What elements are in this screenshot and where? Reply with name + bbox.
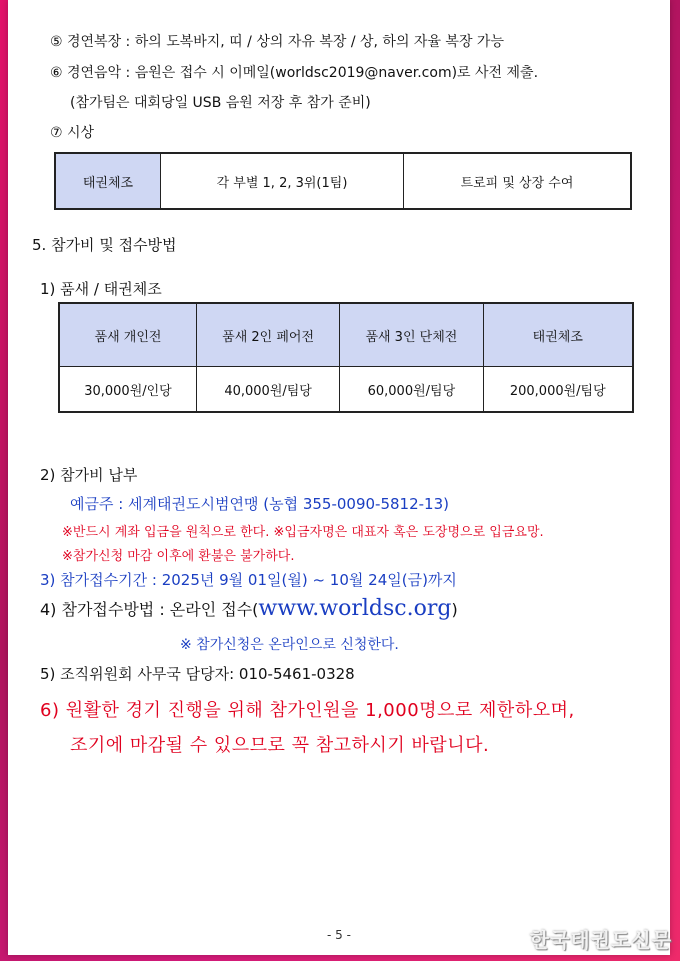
refund-note: ※참가신청 마감 이후에 환불은 불가하다. xyxy=(62,549,295,564)
deposit-note: ※반드시 계좌 입금을 원칙으로 한다. ※입금자명은 대표자 혹은 도장명으로 입금요망. xyxy=(62,525,544,540)
website-link[interactable]: www.worldsc.org xyxy=(258,596,452,621)
fee-value-cell: 60,000원/팀당 xyxy=(340,367,483,413)
fee-header-row xyxy=(59,303,633,367)
newspaper-watermark: 한국태권도신문 xyxy=(529,928,672,952)
award-table xyxy=(54,152,632,210)
period-info: 3) 참가접수기간 : 2025년 9월 01일(월) ~ 10월 24일(금)까지 xyxy=(40,571,457,589)
method-text: 4) 참가접수방법 : 온라인 접수( xyxy=(40,600,259,619)
fee-value-cell: 30,000원/인당 xyxy=(59,367,196,413)
page-number: - 5 - xyxy=(327,928,351,942)
method-close: ) xyxy=(451,600,458,619)
fee-value-cell: 40,000원/팀당 xyxy=(196,367,339,413)
award-prize: 트로피 및 상장 수여 xyxy=(404,153,632,209)
section5-title: 5. 참가비 및 접수방법 xyxy=(32,236,177,254)
contact-info: 5) 조직위원회 사무국 담당자: 010-5461-0328 xyxy=(40,665,355,683)
fee-table xyxy=(58,302,634,413)
fee-value-cell: 200,000원/팀당 xyxy=(483,367,633,413)
award-rank: 각 부별 1, 2, 3위(1팀) xyxy=(161,153,404,209)
award-category: 태권체조 xyxy=(55,153,161,209)
limit-notice-line2: 조기에 마감될 수 있으므로 꼭 참고하시기 바랍니다. xyxy=(70,735,490,756)
costume-item: ⑤ 경연복장 : 하의 도복바지, 띠 / 상의 자유 복장 / 상, 하의 자율 복장 가능 xyxy=(50,34,504,50)
music-note: (참가팀은 대회당일 USB 음원 저장 후 참가 준비) xyxy=(70,95,371,111)
limit-notice-line1: 6) 원활한 경기 진행을 위해 참가인원을 1,000명으로 제한하오며, xyxy=(40,700,575,721)
music-item: ⑥ 경연음악 : 음원은 접수 시 이메일(worldsc2019@naver.com)로 사전 제출. xyxy=(50,65,539,81)
document-page xyxy=(8,0,670,955)
sub1-title: 1) 품새 / 태권체조 xyxy=(40,280,162,298)
fee-value-row xyxy=(59,367,633,413)
sub2-title: 2) 참가비 납부 xyxy=(40,466,138,484)
account-info: 예금주 : 세계태권도시범연맹 (농협 355-0090-5812-13) xyxy=(70,495,449,513)
award-row xyxy=(55,153,631,209)
award-item: ⑦ 시상 xyxy=(50,125,95,141)
fee-header-cell: 품새 개인전 xyxy=(59,303,196,367)
fee-header-cell: 품새 2인 페어전 xyxy=(196,303,339,367)
fee-header-cell: 태권체조 xyxy=(483,303,633,367)
online-note: ※ 참가신청은 온라인으로 신청한다. xyxy=(180,637,399,653)
method-info xyxy=(40,596,458,621)
fee-header-cell: 품새 3인 단체전 xyxy=(340,303,483,367)
